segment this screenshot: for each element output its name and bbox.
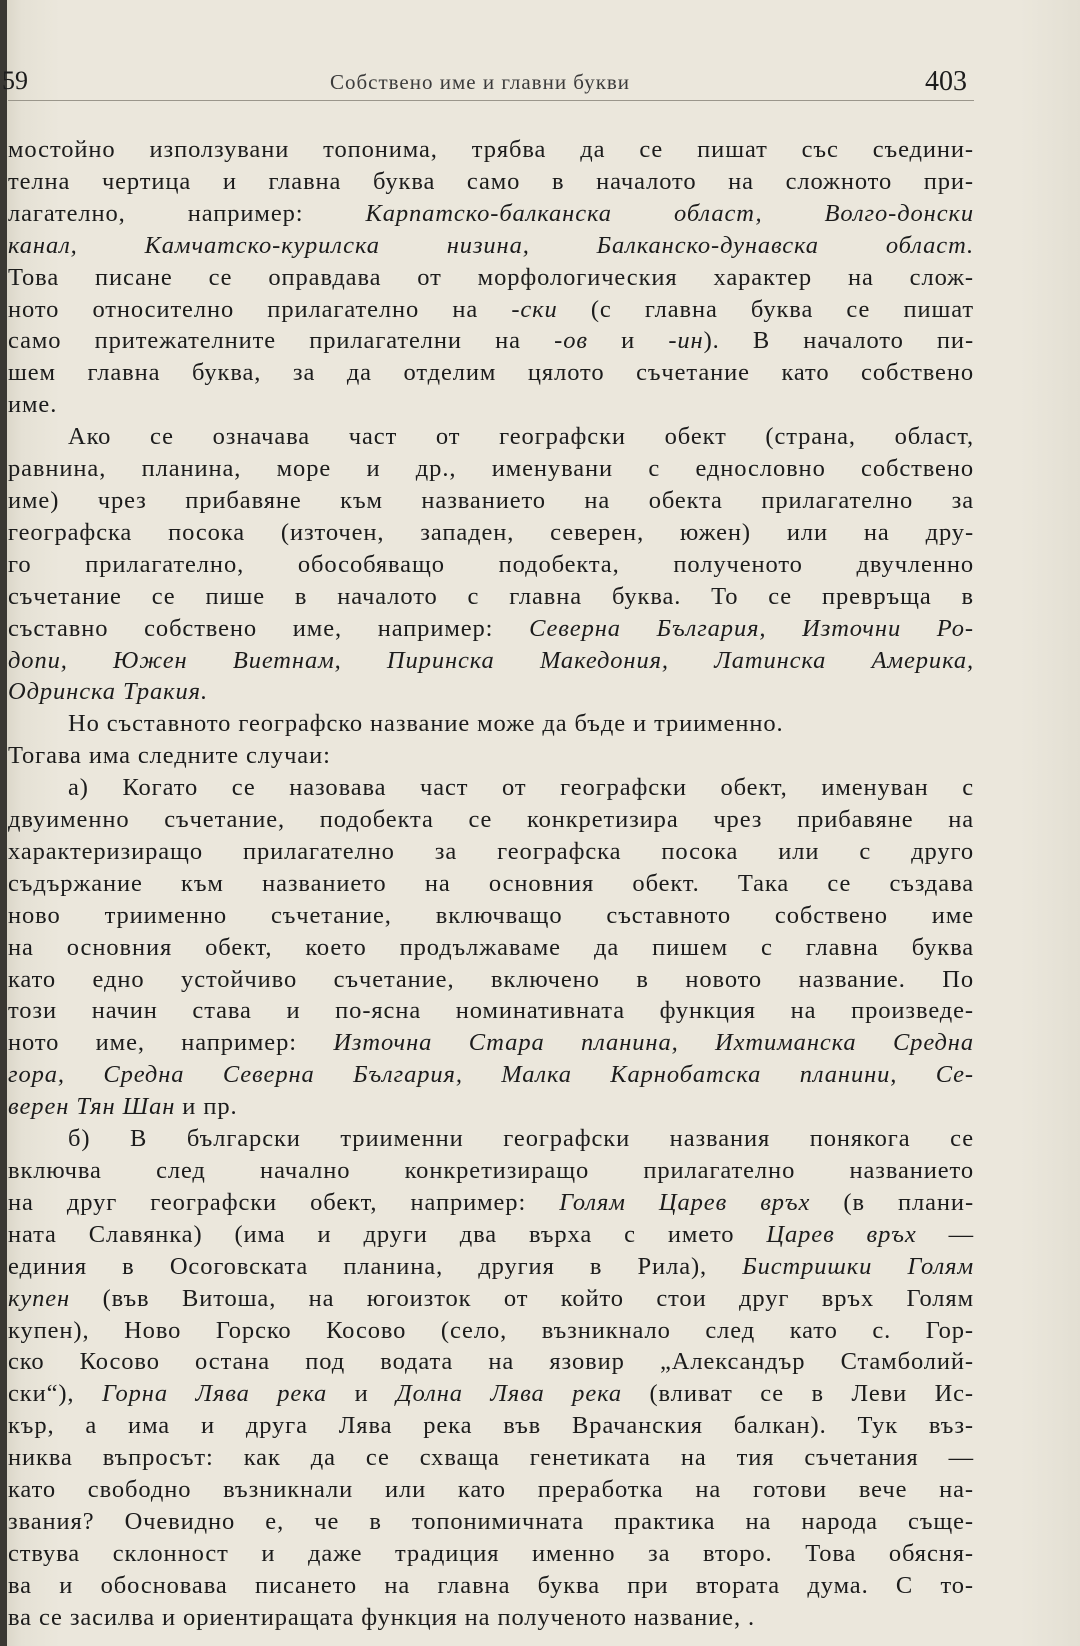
line-text: ствува склонност и даже традиция именно за второ. Това обясня- <box>8 1539 974 1567</box>
running-title: Собствено име и главни букви <box>329 70 631 94</box>
text-line <box>8 357 974 389</box>
text-line <box>8 613 974 645</box>
line-text: като едно устойчиво съчетание, включено в новото название. По <box>8 965 974 993</box>
text-line <box>8 1442 974 1474</box>
italic-example-text: -ов <box>554 327 588 355</box>
line-text: съдържание към названието на основния обект. Така се създава <box>8 869 974 897</box>
line-text: — <box>916 1220 974 1248</box>
text-line <box>8 198 974 230</box>
italic-example-text: допи, Южен Виетнам, Пиринска Македония, Латинска Америка, <box>8 646 974 674</box>
line-text: име. <box>8 391 58 419</box>
line-text: на друг географски обект, например: <box>8 1188 560 1216</box>
text-line <box>8 900 974 932</box>
line-text: като свободно възникнали или като преработка на готови вече на- <box>8 1476 974 1504</box>
text-line <box>8 740 974 772</box>
text-line <box>8 1410 974 1442</box>
italic-example-text: канал, Камчатско-курилска низина, Балканско-дунавска област. <box>8 231 974 259</box>
text-line <box>8 262 974 294</box>
line-text: мостойно използувани топонима, трябва да се пишат със съедини- <box>8 136 974 163</box>
line-text: този начин става и по-ясна номинативната функция на произведе- <box>8 997 974 1025</box>
line-text: звания? Очевидно е, че в топонимичната практика на народа съще- <box>8 1507 974 1535</box>
line-text: и пр. <box>175 1093 238 1121</box>
line-text: и <box>587 327 669 355</box>
line-text: Но съставното географско название може да бъде и триименно. <box>68 710 784 738</box>
italic-example-text: -ски <box>511 295 558 323</box>
italic-example-text: Карпатско-балканска област, Волго-донски <box>365 199 974 227</box>
text-line <box>8 294 974 326</box>
line-text: Това писане се оправдава от морфологическия характер на слож- <box>8 263 974 291</box>
text-line <box>8 166 974 198</box>
line-text: кър, а има и друга Лява река във Врачанския балкан). Тук въз- <box>8 1412 974 1440</box>
text-line <box>8 772 974 804</box>
facing-page-number: 59 <box>2 66 28 95</box>
text-line <box>8 868 974 900</box>
line-text: ски“), <box>8 1380 102 1408</box>
line-text: съставно собствено име, например: <box>8 614 530 642</box>
line-text: а) Когато се назовава част от географски обект, именуван с <box>68 774 974 802</box>
line-text: (вливат се в Леви Ис- <box>622 1380 974 1408</box>
italic-example-text: Голям Царев връх <box>559 1188 811 1216</box>
text-line <box>8 1123 974 1155</box>
text-line <box>8 836 974 868</box>
line-text: никва въпросът: как да се схваща генетиката на тия съчетания — <box>8 1444 974 1472</box>
text-line <box>8 1059 974 1091</box>
page-number: 403 <box>925 66 967 97</box>
text-line <box>8 1219 974 1251</box>
text-line <box>8 421 974 453</box>
line-text: ско Косово остана под водата на язовир „Александър Стамболий- <box>8 1348 974 1376</box>
line-text: ното име, например: <box>8 1029 334 1057</box>
text-line <box>8 708 974 740</box>
italic-example-text: Бистришки Голям <box>742 1252 974 1280</box>
page-header <box>0 62 1080 102</box>
header-divider <box>8 100 974 101</box>
text-line <box>8 1027 974 1059</box>
line-text: (в плани- <box>810 1188 975 1216</box>
italic-example-text: Одринска Тракия. <box>8 678 208 706</box>
line-text: шем главна буква, за да отделим цялото съчетание като собствено <box>8 359 974 387</box>
text-line <box>8 325 974 357</box>
line-text: съчетание се пише в началото с главна буква. То се превръща в <box>8 582 974 610</box>
line-text: ново триименно съчетание, включващо съставното собствено име <box>8 901 974 929</box>
text-line <box>8 1570 974 1602</box>
text-line <box>8 1474 974 1506</box>
italic-example-text: гора, Средна Северна България, Малка Карнобатска планини, Се- <box>8 1061 974 1089</box>
text-line <box>8 1283 974 1315</box>
text-line <box>8 1315 974 1347</box>
text-line <box>8 1378 974 1410</box>
italic-example-text: Долна Лява река <box>396 1380 622 1408</box>
line-text: на основния обект, което продължаваме да пишем с главна буква <box>8 933 974 961</box>
line-text: (във Витоша, на югоизток от който стои друг връх Голям <box>70 1284 974 1312</box>
italic-example-text: Горна Лява река <box>101 1380 328 1408</box>
text-line <box>8 804 974 836</box>
italic-example-text: Източна Стара планина, Ихтиманска Средна <box>333 1029 974 1057</box>
line-text: и <box>327 1380 397 1408</box>
line-text: б) В български триименни географски названия понякога се <box>68 1125 974 1153</box>
line-text: ). В началото пи- <box>703 327 974 355</box>
italic-example-text: -ин <box>668 327 704 355</box>
text-line <box>8 645 974 677</box>
text-line <box>8 1251 974 1283</box>
line-text: Тогава има следните случаи: <box>8 742 331 770</box>
line-text: характеризиращо прилагателно за географска посока или с друго <box>8 837 974 865</box>
line-text: единия в Осоговската планина, другия в Рила), <box>8 1252 743 1280</box>
italic-example-text: купен <box>8 1284 71 1312</box>
line-text: име) чрез прибавяне към названието на обекта прилагателно за <box>8 486 974 514</box>
line-text: ната Славянка) (има и други два върха с името <box>8 1220 767 1248</box>
line-text: (с главна буква се пишат <box>557 295 974 323</box>
text-line <box>8 1091 974 1123</box>
text-line <box>8 230 974 262</box>
text-line <box>8 932 974 964</box>
text-line <box>8 517 974 549</box>
text-line <box>8 1506 974 1538</box>
text-line <box>8 1538 974 1570</box>
line-text: включва след начално конкретизиращо прилагателно названието <box>8 1157 974 1184</box>
line-text: лагателно, например: <box>8 199 366 227</box>
text-line <box>8 581 974 613</box>
line-text: само притежателните прилагателни на <box>8 327 555 355</box>
text-line <box>8 453 974 485</box>
line-text: равнина, планина, море и др., именувани с еднословно собствено <box>8 455 974 483</box>
line-text: двуименно съчетание, подобекта се конкретизира чрез прибавяне на <box>8 806 974 834</box>
line-text: телна чертица и главна буква само в началото на сложното при- <box>8 167 974 195</box>
italic-example-text: верен Тян Шан <box>8 1093 176 1121</box>
text-line <box>8 134 974 166</box>
italic-example-text: Северна България, Източни Ро- <box>529 614 974 642</box>
text-line <box>8 1155 974 1187</box>
line-text: ва и обосновава писането на главна буква при втората дума. С то- <box>8 1571 974 1599</box>
text-line <box>8 389 974 421</box>
text-line <box>8 1602 974 1634</box>
text-line <box>8 1346 974 1378</box>
text-line <box>8 995 974 1027</box>
italic-example-text: Царев връх <box>766 1220 917 1248</box>
text-line <box>8 676 974 708</box>
text-line <box>8 1187 974 1219</box>
book-binding-edge <box>0 0 7 1646</box>
text-line <box>8 549 974 581</box>
line-text: ва се засилва и ориентиращата функция на полученото название, . <box>8 1603 756 1631</box>
text-line <box>8 485 974 517</box>
line-text: го прилагателно, обособяващо подобекта, полученото двучленно <box>8 550 974 578</box>
line-text: Ако се означава част от географски обект (страна, област, <box>68 423 974 451</box>
line-text: купен), Ново Горско Косово (село, възникнало след като с. Гор- <box>8 1316 974 1344</box>
line-text: ното относително прилагателно на <box>8 295 512 323</box>
body-text <box>8 134 974 1634</box>
line-text: географска посока (източен, западен, северен, южен) или на дру- <box>8 518 974 546</box>
text-line <box>8 964 974 996</box>
